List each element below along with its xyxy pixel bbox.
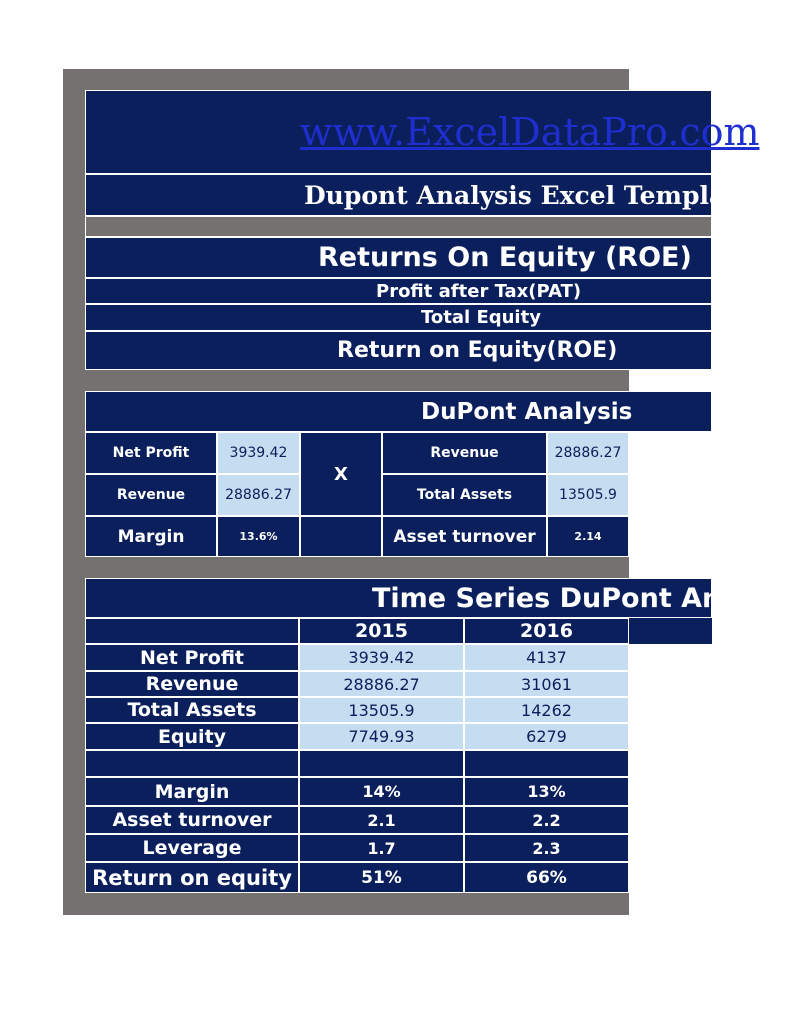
year-header-2016: 2016 [464,618,629,644]
ts-row-label: Asset turnover [85,806,299,834]
roe-row-label: Return on Equity(ROE) [337,338,618,363]
ts-ratio-value: 2.2 [464,806,629,834]
year-header-2015: 2015 [299,618,464,644]
ts-input-value[interactable]: 28886.27 [299,671,464,697]
time-series-header-extension [629,618,712,644]
dupont-turnover-result: 2.14 [547,516,629,557]
ts-input-value[interactable]: 7749.93 [299,723,464,750]
year-header-blank [85,618,299,644]
multiply-operator: X [300,432,382,516]
roe-title [85,237,712,278]
ts-ratio-value: 14% [299,777,464,806]
dupont-left-value[interactable]: 28886.27 [217,474,300,516]
ts-input-value[interactable]: 31061 [464,671,629,697]
ts-input-value[interactable]: 3939.42 [299,644,464,671]
dupont-right-value[interactable]: 28886.27 [547,432,629,474]
ts-input-value[interactable]: 14262 [464,697,629,723]
dupont-left-value[interactable]: 3939.42 [217,432,300,474]
dupont-left-label: Revenue [85,474,217,516]
dupont-right-label: Asset turnover [382,516,547,557]
time-series-title-text: Time Series DuPont Analysis [372,582,808,614]
template-title [85,174,753,216]
dupont-margin-result: 13.6% [217,516,300,557]
roe-row-equity [85,304,712,331]
ts-input-value[interactable]: 4137 [464,644,629,671]
ts-row-label: Return on equity [85,862,299,893]
ts-input-value[interactable]: 6279 [464,723,629,750]
roe-row-roe [85,331,712,370]
website-link[interactable] [85,90,760,174]
spacer-row [85,216,712,237]
ts-ratio-value: 51% [299,862,464,893]
dupont-right-value[interactable]: 13505.9 [547,474,629,516]
ts-blank-row [464,750,629,777]
roe-title-text: Returns On Equity (ROE) [318,242,692,273]
ts-ratio-value: 1.7 [299,834,464,862]
ts-row-label: Leverage [85,834,299,862]
template-title-text: Dupont Analysis Excel Template [304,180,753,210]
operator-blank-cell [300,516,382,557]
roe-row-pat [85,278,712,304]
ts-row-label: Margin [85,777,299,806]
dupont-title-text: DuPont Analysis [421,398,633,425]
ts-ratio-value: 13% [464,777,629,806]
ts-row-label: Net Profit [85,644,299,671]
ts-ratio-value: 2.3 [464,834,629,862]
ts-row-label: Equity [85,723,299,750]
ts-input-value[interactable]: 13505.9 [299,697,464,723]
ts-blank-row [299,750,464,777]
roe-row-label: Total Equity [421,307,541,328]
dupont-title [85,391,712,432]
ts-ratio-value: 66% [464,862,629,893]
dupont-left-label: Margin [85,516,217,557]
website-link-text[interactable]: www.ExcelDataPro.com [300,110,760,154]
dupont-right-label: Total Assets [382,474,547,516]
dupont-left-label: Net Profit [85,432,217,474]
ts-blank-row [85,750,299,777]
time-series-title [85,578,808,618]
ts-row-label: Revenue [85,671,299,697]
dupont-right-label: Revenue [382,432,547,474]
ts-ratio-value: 2.1 [299,806,464,834]
roe-row-label: Profit after Tax(PAT) [376,280,582,302]
ts-row-label: Total Assets [85,697,299,723]
